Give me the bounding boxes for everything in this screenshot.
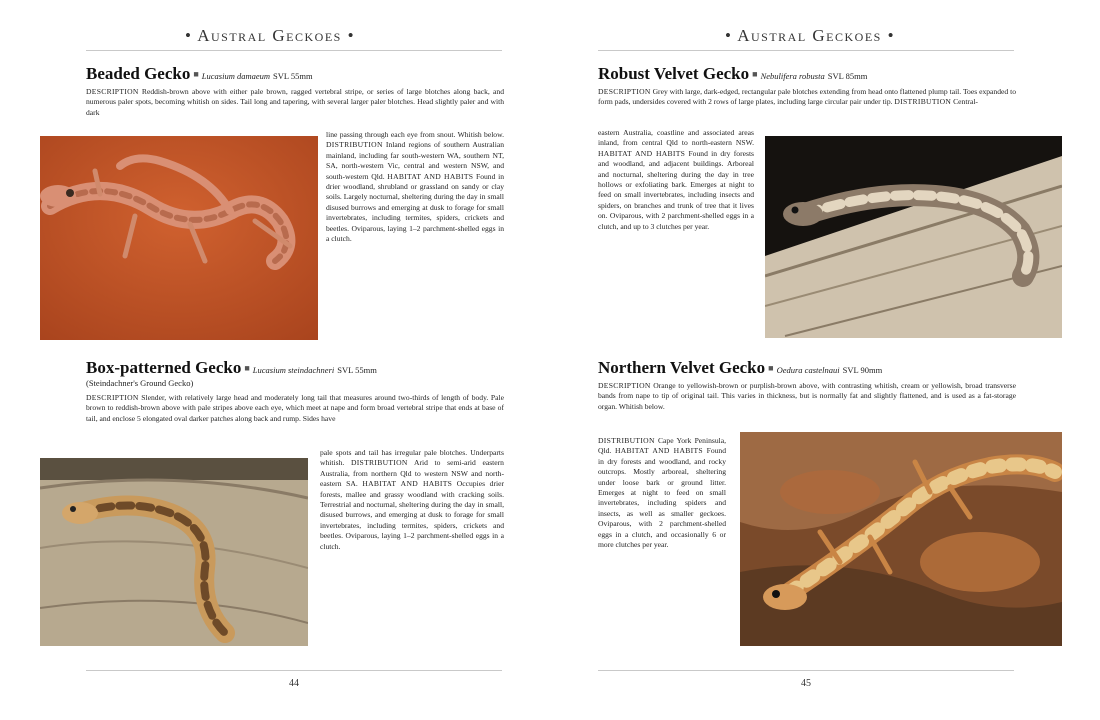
entry-northern-velvet-gecko <box>598 360 1016 412</box>
photo-box-patterned-gecko <box>40 458 308 646</box>
footer-rule <box>86 670 502 671</box>
box-patterned-gecko-image <box>40 458 308 646</box>
entry-heading <box>598 66 1016 84</box>
header-rule <box>86 50 502 51</box>
scientific-name: Oedura castelnaui <box>776 365 840 375</box>
alternate-name: (Steindachner's Ground Gecko) <box>86 378 194 388</box>
scientific-name: Lucasium steindachneri <box>252 365 335 375</box>
description-side-text: eastern Australia, coastline and associated areas inland, from central Qld to north-eastern NSW. HABITAT AND HABITS Found in dry forests and woodland, and adjacent buildings. Arboreal and nocturnal, sheltering during the day in tree hollows or exfoliating bark. Emerges at night to feed on small invertebrates, including insects and spiders, on branches and trunk of tree that it lives on. Oviparous, with 2 parchment-shelled eggs in a clutch, and up to 3 clutches per year. <box>598 128 755 231</box>
running-head-left: • Austral Geckoes • <box>184 26 356 45</box>
page-number: 44 <box>289 678 299 689</box>
species-name: Box-patterned Gecko <box>86 358 242 377</box>
ornament-icon: • <box>881 26 896 45</box>
svl-measure: SVL 90mm <box>842 365 883 375</box>
beaded-gecko-image <box>40 136 318 340</box>
entry-heading <box>86 66 504 84</box>
species-name: Northern Velvet Gecko <box>598 358 766 377</box>
separator-icon: ■ <box>752 69 758 79</box>
entry-heading <box>598 360 1016 378</box>
description-text: DESCRIPTION Orange to yellowish-brown or purplish-brown above, with contrasting whitish, cream or yellowish, broad transverse bands from nape to tip of original tail. This varies in thickness, but is normally fat and slightly flattened, and is used as a fat-storage organ. Whitish below. <box>598 381 1016 411</box>
footer-rule <box>598 670 1014 671</box>
svl-measure: SVL 85mm <box>827 71 868 81</box>
ornament-icon: • <box>184 26 198 45</box>
header-rule <box>598 50 1014 51</box>
svl-measure: SVL 55mm <box>337 365 377 375</box>
ornament-icon: • <box>724 26 738 45</box>
description-text: DESCRIPTION Grey with large, dark-edged, rectangular pale blotches extending from head onto flattened plump tail. Toes expanded to form pads, undersides covered with 2 rows of large plates, including large circular pair under tip. DISTRIBUTION Central- <box>598 87 1016 107</box>
right-page <box>550 0 1100 720</box>
description-side-text: line passing through each eye from snout. Whitish below. DISTRIBUTION Inland regions of southern Australian mainland, including far south-western WA, southern NT, SA, north-western Vic, central and western NSW, and south-western Qld. HABITAT AND HABITS Found in drier woodland, shrubland or grassland on sandy or clay soils. Largely nocturnal, sheltering during the day in small disused burrows and emerging at dusk to forage for small invertebrates, including termites, spiders, crickets and beetles. Oviparous, laying 1–2 parchment-shelled eggs in a clutch. <box>326 130 505 244</box>
northern-velvet-gecko-image <box>740 432 1062 646</box>
scientific-name: Nebulifera robusta <box>760 71 825 81</box>
separator-icon: ■ <box>768 363 774 373</box>
entry-beaded-gecko <box>86 66 504 118</box>
entry-robust-velvet-gecko <box>598 66 1016 108</box>
species-name: Beaded Gecko <box>86 64 191 83</box>
svl-measure: SVL 55mm <box>273 71 313 81</box>
entry-heading <box>86 360 504 378</box>
running-head-right: • Austral Geckoes • <box>724 26 896 45</box>
photo-beaded-gecko <box>40 136 318 340</box>
species-name: Robust Velvet Gecko <box>598 64 750 83</box>
photo-robust-velvet-gecko <box>765 136 1062 338</box>
entry-box-patterned-gecko <box>86 360 504 424</box>
scientific-name: Lucasium damaeum <box>201 71 271 81</box>
ornament-icon: • <box>341 26 356 45</box>
photo-northern-velvet-gecko <box>740 432 1062 646</box>
separator-icon: ■ <box>193 69 199 79</box>
separator-icon: ■ <box>244 363 250 373</box>
description-text: DESCRIPTION Slender, with relatively large head and moderately long tail that measures around two-thirds of length of body. Pale brown to reddish-brown above with pale stripes above each eye, which meet at nape and form broad vertebral stripe that ends at base of tail, and enclose 5 elongated oval darker patches along back and rump. Sides have <box>86 393 504 423</box>
description-side-text: pale spots and tail has irregular pale blotches. Underparts whitish. DISTRIBUTION Arid to semi-arid eastern Australia, from northern Qld to western NSW and north-eastern SA. HABITAT AND HABITS Occupies drier forests, mallee and grassy woodland with cracking soils. Terrestrial and nocturnal, sheltering during the day in small, disused burrows, and emerging at dusk to forage for small invertebrates, including termites, spiders, crickets and beetles. Oviparous, laying 1–2 parchment-shelled eggs in a clutch. <box>320 448 504 551</box>
robust-velvet-gecko-image <box>765 136 1062 338</box>
page-number: 45 <box>801 678 811 689</box>
description-text: DESCRIPTION Reddish-brown above with either pale brown, ragged vertebral stripe, or series of large blotches along back, and numerous paler spots, becoming whitish on sides. Tail long and tapering, with several larger paler blotches. Head slightly paler and with dark <box>86 87 504 117</box>
description-side-text: DISTRIBUTION Cape York Peninsula, Qld. HABITAT AND HABITS Found in dry forests and woodland, and rocky outcrops. Mostly arboreal, sheltering under loose bark or ground litter. Emerges at night to feed on small invertebrates, including spiders and insects, as well as smaller geckoes. Oviparous, with 2 parchment-shelled eggs in a clutch, and occasionally 6 or more clutches per year. <box>598 436 727 550</box>
